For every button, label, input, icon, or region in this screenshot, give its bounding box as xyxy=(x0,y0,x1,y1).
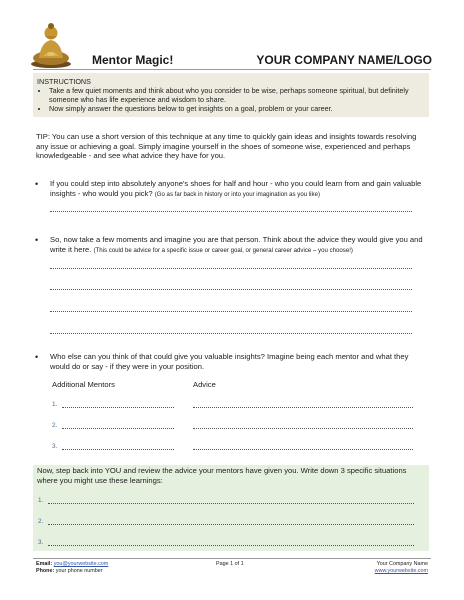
mentor-number: 3. xyxy=(52,443,58,450)
bullet-icon: • xyxy=(35,235,39,245)
question-1 xyxy=(50,179,428,199)
column-header-advice: Advice xyxy=(193,380,216,389)
bullet-icon: • xyxy=(35,179,39,189)
website-link[interactable]: www.yourwebsite.com xyxy=(374,568,428,574)
mentor-line[interactable] xyxy=(62,449,174,450)
advice-line[interactable] xyxy=(193,449,413,450)
question-2-text: So, now take a few moments and imagine you are that person. Think about the advice they would give you and write it here. xyxy=(50,235,423,254)
footer-company xyxy=(375,561,428,575)
instructions-heading: INSTRUCTIONS xyxy=(37,77,91,86)
tip-paragraph: TIP: You can use a short version of this technique at any time to quickly gain ideas and insights towards resolving any issue or achieving a goal. Simply imagine yourself in the shoes of someone wise, experienced and perhaps knowledgeable - and see what advice they have for you. xyxy=(36,132,417,161)
question-2-note: (This could be advice for a specific issue or career goal, or general career advice – you choose!) xyxy=(93,246,353,254)
learning-number: 2. xyxy=(38,518,44,525)
footer-divider xyxy=(33,558,431,559)
email-link[interactable]: you@yourwebsite.com xyxy=(53,561,109,567)
mentor-number: 2. xyxy=(52,422,58,429)
instruction-item: • Take a few quiet moments and think about who you consider to be wise, perhaps someone spiritual, but definitely someone who has life experience and wisdom to share. xyxy=(49,86,425,104)
phone-label: Phone: xyxy=(36,568,55,574)
bullet-icon: • xyxy=(35,352,39,362)
footer-company-name: Your Company Name xyxy=(376,561,428,567)
question-1-note: (Go as far back in history or into your imagination as you like) xyxy=(154,190,320,198)
learning-line[interactable] xyxy=(48,545,414,546)
header-divider xyxy=(33,69,431,70)
advice-line[interactable] xyxy=(193,407,413,408)
instructions-list xyxy=(37,86,425,113)
column-header-mentors: Additional Mentors xyxy=(52,380,115,389)
buddha-statue-icon xyxy=(29,18,73,68)
mentor-number: 1. xyxy=(52,401,58,408)
page-number: Page 1 of 1 xyxy=(216,561,244,567)
page-title: Mentor Magic! xyxy=(92,53,174,67)
phone-value: your phone number xyxy=(55,568,103,574)
advice-line[interactable] xyxy=(193,428,413,429)
instructions-box xyxy=(33,73,429,117)
answer-line-q2[interactable] xyxy=(50,311,412,312)
answer-line-q2[interactable] xyxy=(50,268,412,269)
learning-line[interactable] xyxy=(48,503,414,504)
footer-contact xyxy=(36,561,108,575)
company-logo-placeholder: YOUR COMPANY NAME/LOGO xyxy=(256,53,432,67)
learning-number: 3. xyxy=(38,539,44,546)
question-1-text: If you could step into absolutely anyone's shoes for half and hour - who you could learn from and gain valuable insights - who would you pick? xyxy=(50,179,422,198)
question-2 xyxy=(50,235,430,255)
answer-line-q2[interactable] xyxy=(50,289,412,290)
learning-line[interactable] xyxy=(48,524,414,525)
email-label: Email: xyxy=(36,561,53,567)
learning-number: 1. xyxy=(38,497,44,504)
answer-line-q1[interactable] xyxy=(50,211,412,212)
instruction-item: • Now simply answer the questions below to get insights on a goal, problem or your career. xyxy=(49,104,425,113)
mentor-line[interactable] xyxy=(62,428,174,429)
mentor-line[interactable] xyxy=(62,407,174,408)
question-3-text: Who else can you think of that could give you valuable insights? Imagine being each mentor and what they would do or say - if they were in your position. xyxy=(50,352,409,371)
answer-line-q2[interactable] xyxy=(50,333,412,334)
closing-text: Now, step back into YOU and review the advice your mentors have given you. Write down 3 specific situations where you might use these learnings: xyxy=(37,466,407,485)
